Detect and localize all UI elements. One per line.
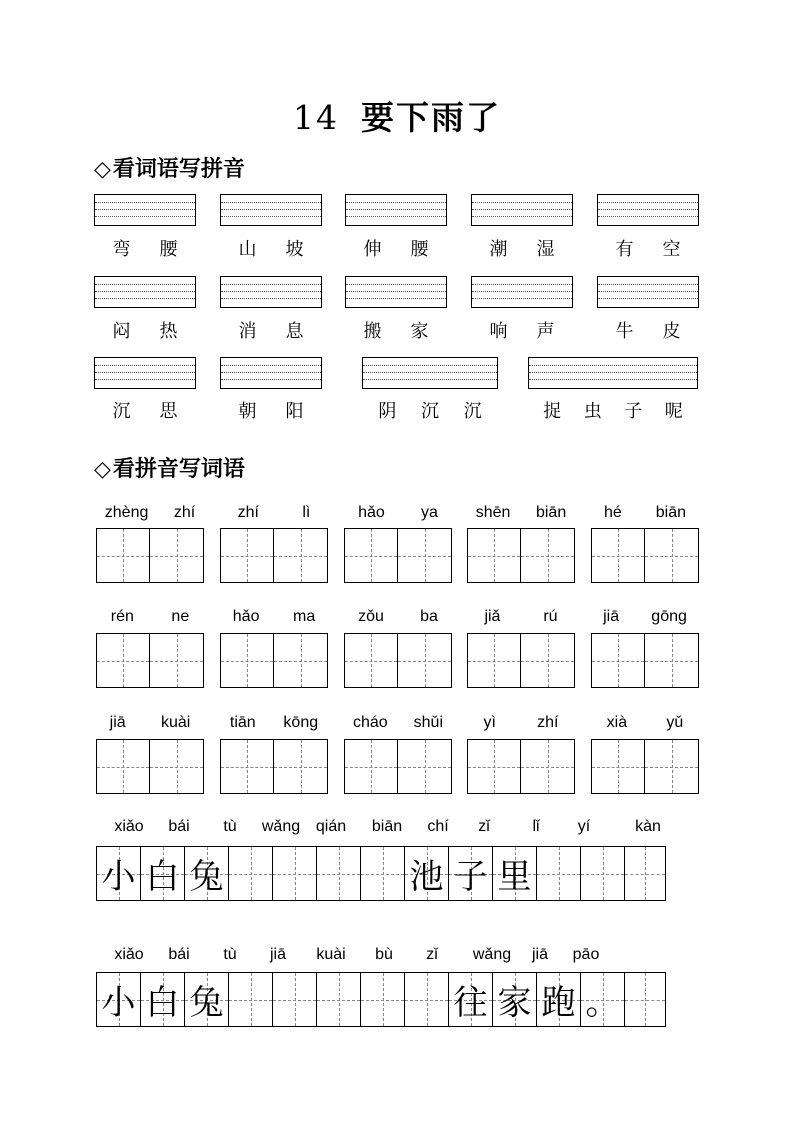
pinyin-syllable: xià: [606, 714, 628, 731]
pinyin-syllable: shǔi: [413, 714, 444, 731]
sentence-cell[interactable]: [361, 973, 405, 1026]
writing-cell[interactable]: [97, 529, 150, 582]
writing-cell[interactable]: [221, 634, 274, 687]
pinyin-writing-box[interactable]: [345, 276, 447, 308]
sentence-char: 小: [101, 857, 136, 897]
vocab-word: [601, 236, 695, 260]
tianzige-grid: [344, 528, 452, 583]
lesson-title: 要下雨了: [361, 98, 501, 137]
vocab-word: [98, 236, 192, 260]
pinyin-syllable: kōng: [283, 714, 319, 731]
tianzige-grid: [96, 633, 204, 688]
writing-cell[interactable]: [468, 740, 521, 793]
sentence-pinyin: zǐ: [426, 946, 438, 963]
vocab-char: 呢: [664, 401, 683, 422]
vocab-char: 牛: [615, 321, 634, 342]
sentence-char: 子: [453, 857, 488, 897]
pinyin-syllable: biān: [655, 504, 686, 521]
pinyin-prompt: [216, 502, 332, 524]
vocab-char: 皮: [662, 321, 681, 342]
vocab-char: 热: [159, 321, 178, 342]
pinyin-syllable: zhí: [173, 504, 196, 521]
sentence-pinyin: qián: [315, 818, 347, 835]
writing-cell[interactable]: [592, 634, 645, 687]
sentence-cell[interactable]: [449, 973, 493, 1026]
vocab-word: [224, 236, 318, 260]
tianzige-grid: [467, 633, 575, 688]
pinyin-prompt: [587, 606, 703, 628]
sentence-char: 。: [585, 983, 620, 1023]
tianzige-grid: [344, 633, 452, 688]
pinyin-syllable: cháo: [352, 714, 388, 731]
pinyin-prompt: [463, 606, 579, 628]
vocab-char: 思: [159, 401, 178, 422]
tianzige-grid: [96, 739, 204, 794]
sentence-pinyin: bù: [375, 946, 393, 963]
tianzige-grid: [591, 528, 699, 583]
writing-cell[interactable]: [150, 740, 203, 793]
writing-cell[interactable]: [521, 634, 574, 687]
tianzige-grid: [96, 528, 204, 583]
vocab-char: 阳: [285, 401, 304, 422]
writing-cell[interactable]: [521, 529, 574, 582]
pinyin-writing-box[interactable]: [220, 357, 322, 389]
pinyin-writing-box[interactable]: [362, 357, 498, 389]
tianzige-grid: [220, 739, 328, 794]
pinyin-writing-box[interactable]: [94, 194, 196, 226]
pinyin-syllable: hé: [603, 504, 622, 521]
page-title: [0, 92, 794, 139]
vocab-char: 腰: [410, 239, 429, 260]
pinyin-writing-box[interactable]: [345, 194, 447, 226]
pinyin-prompt: [216, 606, 332, 628]
sentence-char: 兔: [189, 857, 224, 897]
pinyin-syllable: yì: [483, 714, 496, 731]
sentence-grid: [96, 846, 666, 901]
vocab-char: 捉: [543, 401, 562, 422]
vocab-char: 坡: [285, 239, 304, 260]
sentence-cell[interactable]: [361, 847, 405, 900]
sentence-pinyin: pāo: [572, 946, 600, 963]
vocab-char: 空: [662, 239, 681, 260]
sentence-pinyin: jiā: [531, 946, 548, 963]
section-heading-write-words: [94, 452, 245, 483]
writing-cell[interactable]: [274, 740, 327, 793]
sentence-pinyin: bái: [168, 818, 190, 835]
writing-cell[interactable]: [645, 634, 698, 687]
pinyin-prompt: [463, 502, 579, 524]
vocab-word: [224, 398, 318, 422]
writing-cell[interactable]: [97, 634, 150, 687]
pinyin-writing-box[interactable]: [597, 276, 699, 308]
vocab-char: 子: [624, 401, 643, 422]
pinyin-syllable: zhí: [537, 714, 559, 731]
vocab-char: 闷: [112, 321, 131, 342]
vocab-word: [475, 236, 569, 260]
sentence-cell[interactable]: [405, 973, 449, 1026]
sentence-grid: [96, 972, 666, 1027]
sentence-pinyin: tù: [223, 818, 237, 835]
vocab-char: 消: [238, 321, 257, 342]
sentence-cell[interactable]: [537, 973, 581, 1026]
pinyin-prompt: [340, 606, 456, 628]
vocab-word: [224, 318, 318, 342]
pinyin-prompt: [216, 712, 332, 734]
vocab-char: 响: [489, 321, 508, 342]
vocab-word: [349, 236, 443, 260]
vocab-char: 沉: [112, 401, 131, 422]
pinyin-prompt: [463, 712, 579, 734]
vocab-char: 潮: [489, 239, 508, 260]
pinyin-syllable: hǎo: [358, 504, 385, 521]
vocab-char: 沉: [463, 401, 482, 422]
pinyin-prompt: [340, 502, 456, 524]
sentence-char: 里: [497, 857, 532, 897]
pinyin-syllable: jiā: [109, 714, 126, 731]
sentence-cell[interactable]: [97, 973, 141, 1026]
tianzige-grid: [467, 739, 575, 794]
vocab-char: 声: [536, 321, 555, 342]
pinyin-prompt: [340, 712, 456, 734]
sentence-pinyin: wǎng: [261, 818, 301, 835]
tianzige-grid: [467, 528, 575, 583]
pinyin-syllable: kuài: [160, 714, 191, 731]
sentence-cell[interactable]: [493, 847, 537, 900]
writing-cell[interactable]: [150, 634, 203, 687]
tianzige-grid: [220, 528, 328, 583]
pinyin-writing-box[interactable]: [471, 276, 573, 308]
vocab-char: 沉: [420, 401, 439, 422]
sentence-cell[interactable]: [625, 973, 665, 1026]
pinyin-syllable: shēn: [475, 504, 511, 521]
sentence-cell[interactable]: [97, 847, 141, 900]
tianzige-grid: [591, 739, 699, 794]
writing-cell[interactable]: [221, 529, 274, 582]
pinyin-syllable: ya: [420, 504, 438, 521]
writing-cell[interactable]: [398, 634, 451, 687]
vocab-word: [475, 318, 569, 342]
writing-cell[interactable]: [645, 740, 698, 793]
pinyin-syllable: rén: [110, 608, 134, 625]
sentence-cell[interactable]: [317, 973, 361, 1026]
pinyin-writing-box[interactable]: [94, 357, 196, 389]
pinyin-writing-box[interactable]: [597, 194, 699, 226]
sentence-cell[interactable]: [185, 847, 229, 900]
sentence-cell[interactable]: [405, 847, 449, 900]
vocab-char: 阴: [378, 401, 397, 422]
sentence-cell[interactable]: [141, 973, 185, 1026]
sentence-cell[interactable]: [229, 973, 273, 1026]
sentence-pinyin: jiā: [269, 946, 286, 963]
pinyin-syllable: ne: [171, 608, 190, 625]
sentence-char: 往: [453, 983, 488, 1023]
sentence-cell[interactable]: [229, 847, 273, 900]
writing-cell[interactable]: [150, 529, 203, 582]
sentence-cell[interactable]: [625, 847, 665, 900]
tianzige-grid: [591, 633, 699, 688]
sentence-char: 池: [409, 857, 444, 897]
pinyin-writing-box[interactable]: [471, 194, 573, 226]
diamond-icon: ◇: [94, 457, 111, 482]
pinyin-prompt: [92, 712, 208, 734]
writing-cell[interactable]: [468, 634, 521, 687]
sentence-char: 家: [497, 983, 532, 1023]
pinyin-syllable: zhèng: [104, 504, 149, 521]
sentence-cell[interactable]: [581, 847, 625, 900]
vocab-char: 朝: [238, 401, 257, 422]
sentence-cell[interactable]: [537, 847, 581, 900]
sentence-pinyin: kuài: [316, 946, 346, 963]
pinyin-syllable: gōng: [651, 608, 687, 625]
sentence-char: 白: [145, 983, 180, 1023]
sentence-pinyin: zǐ: [478, 818, 490, 835]
pinyin-syllable: lì: [302, 504, 311, 521]
sentence-cell[interactable]: [317, 847, 361, 900]
pinyin-writing-box[interactable]: [220, 276, 322, 308]
sentence-cell[interactable]: [273, 973, 317, 1026]
sentence-pinyin: wǎng: [472, 946, 512, 963]
writing-cell[interactable]: [398, 740, 451, 793]
pinyin-syllable: rú: [543, 608, 558, 625]
lesson-number: 14: [293, 98, 339, 137]
diamond-icon: ◇: [94, 157, 111, 182]
sentence-char: 小: [101, 983, 136, 1023]
pinyin-syllable: zhí: [237, 504, 259, 521]
vocab-char: 虫: [583, 401, 602, 422]
sentence-char: 兔: [189, 983, 224, 1023]
vocab-word: [98, 398, 192, 422]
pinyin-syllable: yǔ: [666, 714, 684, 731]
pinyin-syllable: jiā: [603, 608, 620, 625]
pinyin-syllable: zǒu: [358, 608, 384, 625]
pinyin-prompt: [92, 606, 208, 628]
sentence-pinyin: yí: [577, 818, 591, 835]
sentence-pinyin: xiǎo: [114, 818, 144, 835]
pinyin-syllable: tiān: [229, 714, 256, 731]
pinyin-syllable: ma: [293, 608, 316, 625]
sentence-char: 白: [145, 857, 180, 897]
pinyin-prompt: [92, 502, 208, 524]
sentence-cell[interactable]: [493, 973, 537, 1026]
pinyin-prompt: [587, 712, 703, 734]
vocab-char: 山: [238, 239, 257, 260]
sentence-pinyin: tù: [223, 946, 237, 963]
sentence-pinyin: biān: [371, 818, 403, 835]
writing-cell[interactable]: [274, 634, 327, 687]
vocab-char: 有: [615, 239, 634, 260]
writing-cell[interactable]: [345, 529, 398, 582]
vocab-char: 腰: [159, 239, 178, 260]
vocab-char: 湿: [536, 239, 555, 260]
vocab-word: [98, 318, 192, 342]
writing-cell[interactable]: [468, 529, 521, 582]
vocab-word: [349, 318, 443, 342]
section-heading-write-pinyin: [94, 152, 245, 183]
vocab-char: 搬: [363, 321, 382, 342]
vocab-word: [601, 318, 695, 342]
vocab-char: 家: [410, 321, 429, 342]
writing-cell[interactable]: [521, 740, 574, 793]
vocab-char: 伸: [363, 239, 382, 260]
writing-cell[interactable]: [398, 529, 451, 582]
section-label: 看词语写拼音: [112, 156, 245, 182]
pinyin-prompt: [587, 502, 703, 524]
sentence-pinyin: bái: [168, 946, 190, 963]
writing-cell[interactable]: [592, 529, 645, 582]
pinyin-writing-box[interactable]: [528, 357, 698, 389]
sentence-cell[interactable]: [185, 973, 229, 1026]
sentence-cell[interactable]: [449, 847, 493, 900]
writing-cell[interactable]: [274, 529, 327, 582]
pinyin-writing-box[interactable]: [94, 276, 196, 308]
writing-cell[interactable]: [592, 740, 645, 793]
section-label: 看拼音写词语: [112, 456, 245, 482]
sentence-pinyin: kàn: [635, 818, 661, 835]
vocab-char: 弯: [112, 239, 131, 260]
sentence-pinyin: xiǎo: [114, 946, 144, 963]
pinyin-syllable: biān: [535, 504, 567, 521]
sentence-cell[interactable]: [141, 847, 185, 900]
vocab-word: [366, 398, 494, 422]
writing-cell[interactable]: [345, 634, 398, 687]
tianzige-grid: [344, 739, 452, 794]
pinyin-syllable: ba: [420, 608, 438, 625]
writing-cell[interactable]: [645, 529, 698, 582]
sentence-cell[interactable]: [581, 973, 625, 1026]
sentence-pinyin: chí: [427, 818, 449, 835]
vocab-char: 息: [285, 321, 304, 342]
tianzige-grid: [220, 633, 328, 688]
sentence-char: 跑: [541, 983, 576, 1023]
writing-cell[interactable]: [97, 740, 150, 793]
vocab-word: [532, 398, 694, 422]
writing-cell[interactable]: [345, 740, 398, 793]
pinyin-writing-box[interactable]: [220, 194, 322, 226]
pinyin-syllable: hǎo: [232, 608, 260, 625]
sentence-pinyin: lǐ: [532, 818, 540, 835]
pinyin-syllable: jiǎ: [484, 608, 501, 625]
writing-cell[interactable]: [221, 740, 274, 793]
sentence-cell[interactable]: [273, 847, 317, 900]
